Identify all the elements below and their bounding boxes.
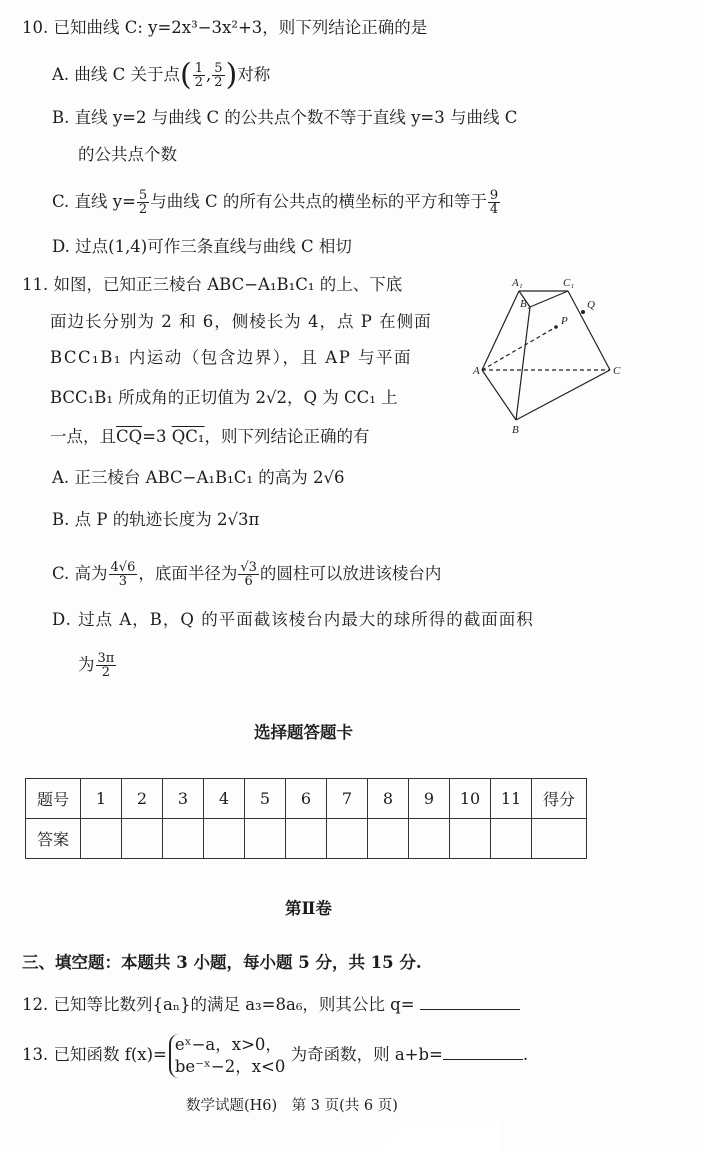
q10-option-a: A. 曲线 C 关于点( $\frac{1}{2}$ , $\frac{5}{2}$ )对称 [52, 57, 271, 93]
score-cell[interactable] [532, 819, 587, 859]
q11-option-a: A. 正三棱台 ABC−A₁B₁C₁ 的高为 2√6 [52, 468, 345, 487]
fraction: $\frac{3\pi}{2}$ [97, 651, 115, 680]
q11-line1: 11. 如图，已知正三棱台 ABC−A₁B₁C₁ 的上、下底 [22, 275, 403, 294]
q11-option-d-line2: 为 $\frac{3\pi}{2}$ [78, 651, 115, 680]
header-cell: 6 [286, 779, 327, 819]
label-q: Q [587, 299, 595, 311]
answer-cell[interactable] [245, 819, 286, 859]
q10-option-b-line2: 的公共点个数 [78, 145, 177, 164]
header-cell: 9 [409, 779, 450, 819]
piecewise-cases: eˣ−a，x>0， be⁻ˣ−2，x<0 [169, 1034, 285, 1078]
q11-line2: 面边长分别为 2 和 6，侧棱长为 4，点 P 在侧面 [50, 312, 432, 331]
q10-stem: 10. 已知曲线 C: y=2x³−3x²+3，则下列结论正确的是 [22, 18, 428, 37]
answer-blank[interactable] [443, 1043, 523, 1060]
answer-cell[interactable] [368, 819, 409, 859]
label-b: B [512, 424, 519, 434]
text: 对称 [237, 65, 271, 84]
answer-cell[interactable] [204, 819, 245, 859]
vector-qc1: QC₁ [171, 427, 205, 446]
q11-line4: BCC₁B₁ 所成角的正切值为 2√2，Q 为 CC₁ 上 [50, 388, 398, 407]
label-p: P [561, 315, 568, 327]
label-c1: C₁ [563, 277, 575, 289]
q11-option-b: B. 点 P 的轨迹长度为 2√3π [52, 510, 260, 529]
q10-option-c: C. 直线 y= $\frac{5}{2}$ 与曲线 C 的所有公共点的横坐标的平方和等于 $\frac{9}{4}$ [52, 188, 499, 217]
fraction: $\frac{√3}{6}$ [240, 560, 257, 589]
label-b1: B₁ [520, 298, 531, 310]
q10-option-b-line1: B. 直线 y=2 与曲线 C 的公共点个数不等于直线 y=3 与曲线 C [52, 108, 518, 127]
answer-cell[interactable] [450, 819, 491, 859]
frustum-figure [470, 274, 630, 434]
header-cell: 1 [81, 779, 122, 819]
q11-option-c: C. 高为 $\frac{4√6}{3}$ ，底面半径为 $\frac{√3}{6}$ 的圆柱可以放进该棱台内 [52, 560, 442, 589]
answer-cell[interactable] [163, 819, 204, 859]
label-a: A [473, 365, 480, 377]
vector-cq: $\overline{CQ}$ [116, 427, 143, 446]
answer-cell[interactable] [327, 819, 368, 859]
text: A. 曲线 C 关于点 [52, 65, 181, 84]
header-cell: 3 [163, 779, 204, 819]
answer-cell[interactable] [491, 819, 532, 859]
header-cell: 11 [491, 779, 532, 819]
header-cell: 4 [204, 779, 245, 819]
fade-overlay [360, 1122, 500, 1153]
header-cell: 7 [327, 779, 368, 819]
q12: 12. 已知等比数列{aₙ}的满足 a₃=8a₆，则其公比 q= [22, 993, 520, 1016]
answer-cell[interactable] [122, 819, 163, 859]
header-cell: 5 [245, 779, 286, 819]
label-a1: A₁ [512, 277, 523, 289]
section-3-heading: 三、填空题：本题共 3 小题，每小题 5 分，共 15 分. [22, 953, 422, 972]
row-label: 答案 [26, 819, 81, 859]
answer-card-title: 选择题答题卡 [254, 723, 353, 742]
header-cell: 10 [450, 779, 491, 819]
page-footer: 数学试题(H6) 第 3 页(共 6 页) [186, 1098, 398, 1114]
header-cell: 题号 [26, 779, 81, 819]
answer-cell[interactable] [81, 819, 122, 859]
q11-line3: BCC₁B₁ 内运动（包含边界），且 AP 与平面 [50, 348, 413, 367]
fraction: $\frac{1}{2}$ [194, 61, 204, 90]
table-row [26, 779, 587, 819]
fraction: $\frac{5}{2}$ [214, 61, 223, 90]
fraction: $\frac{9}{4}$ [489, 188, 499, 217]
header-cell: 2 [122, 779, 163, 819]
header-cell: 8 [368, 779, 409, 819]
fraction: $\frac{4√6}{3}$ [110, 560, 136, 589]
table-row [26, 819, 587, 859]
answer-cell[interactable] [286, 819, 327, 859]
q10-option-d: D. 过点(1,4)可作三条直线与曲线 C 相切 [52, 237, 352, 256]
q11-option-d-line1: D. 过点 A，B，Q 的平面截该棱台内最大的球所得的截面面积 [52, 610, 534, 629]
answer-cell[interactable] [409, 819, 450, 859]
answer-card-table [25, 778, 587, 859]
q13: 13. 已知函数 f(x)= eˣ−a，x>0， be⁻ˣ−2，x<0 为奇函数，则 a+b= . [22, 1034, 529, 1076]
part-2-title: 第Ⅱ卷 [285, 899, 332, 918]
label-c: C [613, 365, 621, 377]
q11-line5: 一点，且$\overline{CQ}=3$ QC₁，则下列结论正确的有 [50, 427, 370, 446]
fraction: $\frac{5}{2}$ [138, 188, 148, 217]
answer-blank[interactable] [420, 993, 520, 1010]
header-cell: 得分 [532, 779, 587, 819]
